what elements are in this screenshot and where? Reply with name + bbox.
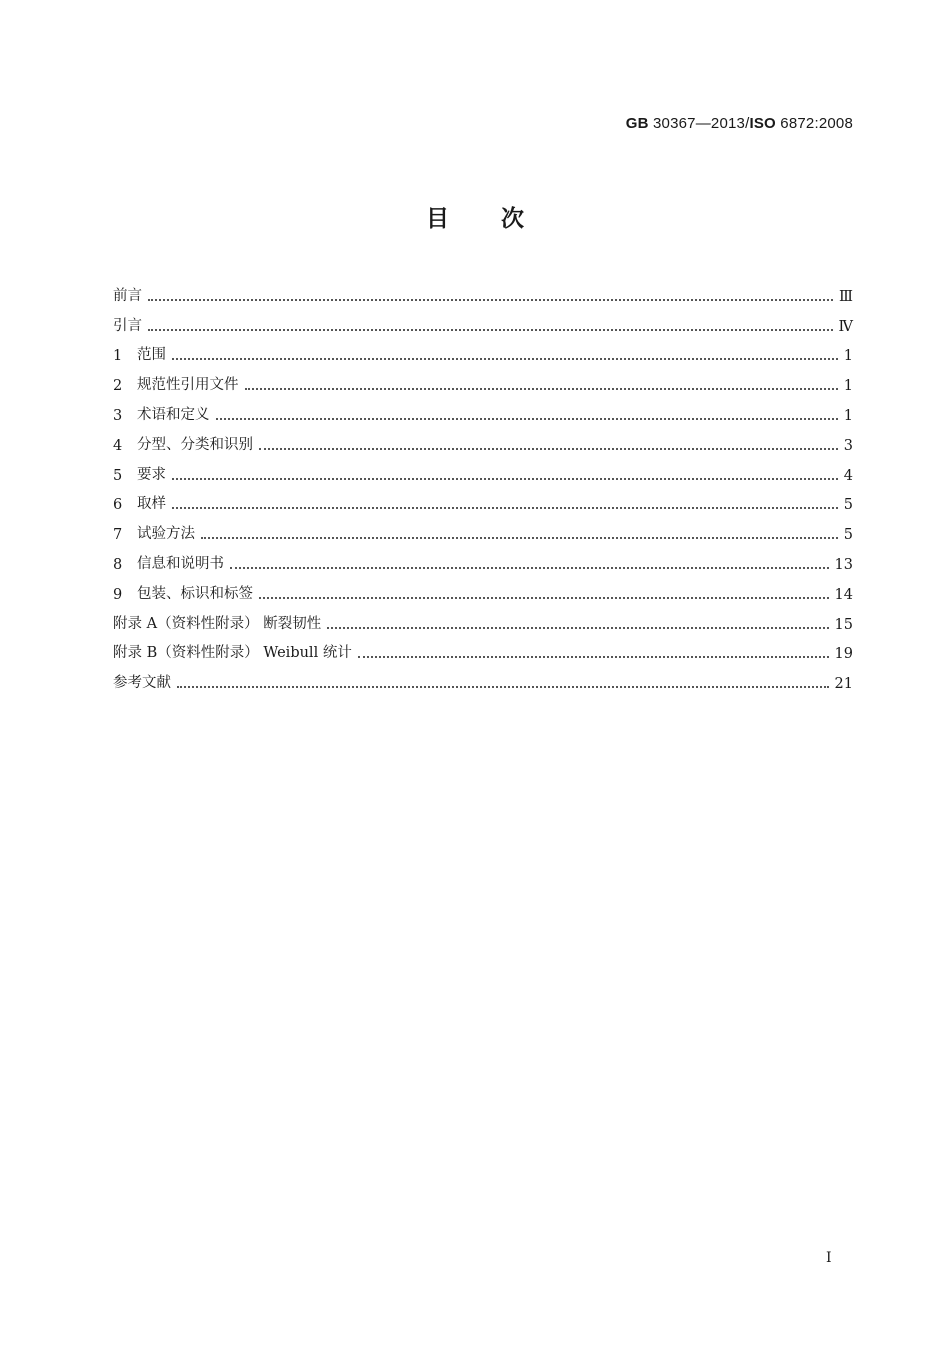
toc-entry-label: 规范性引用文件 [137,377,239,394]
toc-leader-dots [201,537,838,539]
standard-number-header [626,115,853,132]
toc-entry-page: 4 [843,467,853,484]
toc-entry[interactable] [113,573,853,603]
toc-entry-number: 3 [113,407,123,424]
toc-entry-page: 5 [843,497,853,514]
toc-entry-number: 2 [113,378,123,395]
iso-prefix: ISO [749,115,776,132]
toc-leader-dots [148,329,833,331]
toc-entry[interactable] [113,364,853,394]
toc-leader-dots [172,478,838,480]
toc-entry-label: 前言 [113,287,142,304]
toc-entry-page: 1 [843,407,853,424]
toc-entry[interactable] [113,305,853,335]
toc-entry-page: 13 [834,556,853,573]
toc-leader-dots [172,507,838,509]
page-title: 目次 [426,206,576,232]
toc-entry-page: 15 [834,616,853,633]
toc-entry[interactable] [113,633,853,663]
gb-number: 30367—2013/ [648,115,750,132]
toc-entry-page: 19 [834,646,853,663]
toc-entry-label: 引言 [113,317,142,334]
toc-entry-page: 5 [843,527,853,544]
toc-leader-dots [259,448,838,450]
toc-entry[interactable] [113,335,853,365]
toc-leader-dots [216,418,838,420]
toc-leader-dots [177,686,829,688]
toc-entry[interactable] [113,424,853,454]
toc-entry-number: 5 [113,467,123,484]
toc-entry-page: 21 [834,676,853,693]
toc-entry-label: 附录 B（资料性附录） Weibull 统计 [113,645,352,662]
toc-entry-label: 术语和定义 [137,406,210,423]
toc-entry-number: 9 [113,586,123,603]
toc-entry-label: 附录 A（资料性附录） 断裂韧性 [113,615,322,632]
toc-leader-dots [245,388,838,390]
toc-leader-dots [172,358,838,360]
toc-entry-label: 信息和说明书 [137,555,224,572]
toc-entry-page: 14 [834,586,853,603]
toc-entry[interactable] [113,662,853,692]
toc-entry[interactable] [113,484,853,514]
toc-leader-dots [358,656,829,658]
toc-entry-label: 取样 [137,496,166,513]
toc-entry-page: 1 [843,378,853,395]
table-of-contents [113,275,853,692]
toc-entry-label: 范围 [137,347,166,364]
toc-entry-number: 6 [113,497,123,514]
toc-entry-number: 1 [113,348,123,365]
toc-entry[interactable] [113,513,853,543]
toc-entry-number: 7 [113,527,123,544]
toc-entry-label: 参考文献 [113,675,171,692]
toc-entry-label: 试验方法 [137,526,195,543]
toc-entry[interactable] [113,275,853,305]
toc-entry-page: 3 [843,437,853,454]
toc-entry-label: 要求 [137,466,166,483]
toc-entry[interactable] [113,603,853,633]
gb-prefix: GB [625,115,649,132]
toc-leader-dots [230,567,829,569]
toc-entry-number: 4 [113,437,123,454]
toc-leader-dots [327,627,828,629]
page-number: I [826,1250,832,1266]
toc-entry-page: Ⅳ [838,318,853,335]
toc-leader-dots [148,299,833,301]
toc-entry-label: 包装、标识和标签 [137,585,253,602]
toc-entry-label: 分型、分类和识别 [137,436,253,453]
toc-entry[interactable] [113,394,853,424]
toc-entry[interactable] [113,454,853,484]
toc-entry-number: 8 [113,556,123,573]
toc-entry[interactable] [113,543,853,573]
toc-entry-page: Ⅲ [839,288,853,305]
toc-entry-page: 1 [843,348,853,365]
toc-leader-dots [259,597,829,599]
iso-number: 6872:2008 [775,115,853,132]
